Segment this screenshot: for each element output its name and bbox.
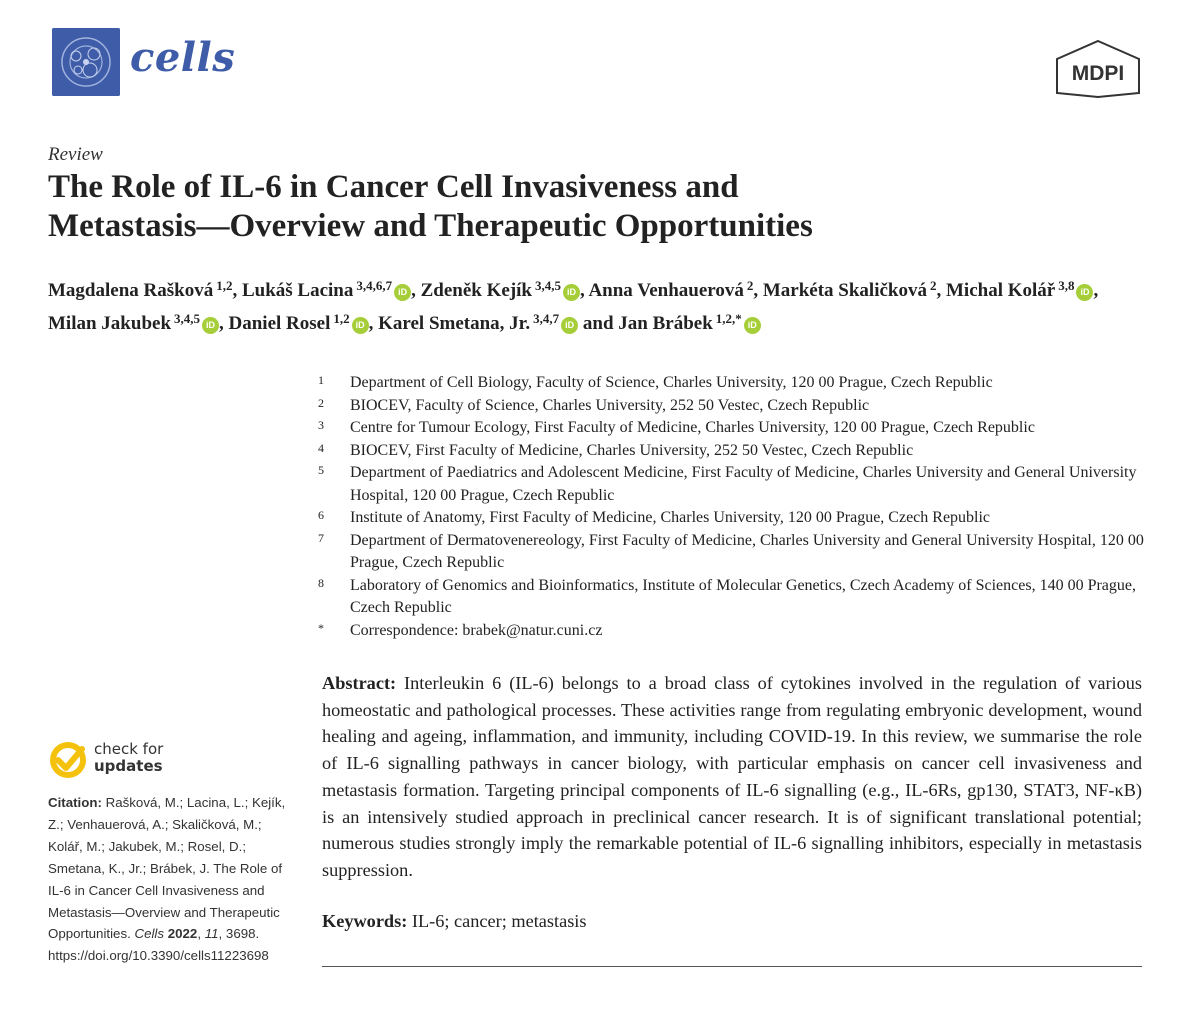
affiliation-text: Centre for Tumour Ecology, First Faculty of Medicine, Charles University, 120 00 Prague, Czech Republic xyxy=(350,419,1035,436)
author-name[interactable]: Markéta Skaličková xyxy=(762,280,927,301)
orcid-icon[interactable]: iD xyxy=(744,317,761,334)
orcid-icon[interactable]: iD xyxy=(202,317,219,334)
publisher-logo-icon xyxy=(1053,38,1143,100)
citation-pages: , 3698. xyxy=(218,926,260,942)
affiliation-text: BIOCEV, First Faculty of Medicine, Charles University, 252 50 Vestec, Czech Republic xyxy=(350,441,914,459)
citation-block: Citation: Rašková, M.; Lacina, L.; Kejík, Z.; Venhauerová, A.; Skaličková, M.; Kolář, M.; Jakubek, M.; Rosel, D.; Smetana, K., Jr.; Brábek, J. The Role of IL-6 in Cancer Cell Invasiveness and Metastasis—Overview and Therapeutic Opportunities. Cells 2022, 11, 3698. https://doi.org/10.3390/cells11223698 xyxy=(48,795,286,964)
affiliation-text: Laboratory of Genomics and Bioinformatics, Institute of Molecular Genetics, Czech Academy of Sciences, 140 00 Prague, Czech Republic xyxy=(350,576,1136,616)
citation-journal: Cells xyxy=(134,926,165,942)
author-name[interactable]: Zdeněk Kejík xyxy=(420,280,532,301)
author-affiliation-marker: 2 xyxy=(746,278,754,293)
author-name[interactable]: Milan Jakubek xyxy=(48,313,172,334)
affiliation-number: 8 xyxy=(318,575,324,590)
author-list xyxy=(48,272,1158,338)
affiliation-item xyxy=(318,417,1148,440)
author-affiliation-marker: 1,2 xyxy=(216,278,233,293)
author-name[interactable]: Anna Venhauerová xyxy=(588,280,744,301)
orcid-icon[interactable]: iD xyxy=(394,284,411,301)
orcid-icon[interactable]: iD xyxy=(352,317,369,334)
citation-year: 2022 xyxy=(167,926,198,942)
author-affiliation-marker: 3,8 xyxy=(1058,278,1075,293)
author-name[interactable]: Magdalena Rašková xyxy=(48,280,214,301)
affiliation-item xyxy=(318,507,1148,530)
author-separator: and xyxy=(578,313,614,334)
article-title-line: Metastasis—Overview and Therapeutic Opportunities xyxy=(48,208,813,244)
keywords-text: IL-6; cancer; metastasis xyxy=(411,911,587,931)
affiliation-item xyxy=(318,620,1148,643)
author-affiliation-marker: 3,4,6,7 xyxy=(356,278,393,293)
publisher-name: MDPI xyxy=(1071,62,1125,85)
affiliation-text: Department of Paediatrics and Adolescent Medicine, First Faculty of Medicine, Charles University and General University Hospital, 120 00 Prague, Czech Republic xyxy=(350,464,1137,504)
orcid-icon[interactable]: iD xyxy=(561,317,578,334)
author-affiliation-marker: 3,4,5 xyxy=(174,311,201,326)
orcid-icon[interactable]: iD xyxy=(563,284,580,301)
author-affiliation-marker: 2 xyxy=(930,278,937,293)
section-divider xyxy=(322,966,1142,967)
abstract-text: Interleukin 6 (IL-6) belongs to a broad class of cytokines involved in the regulation of various homeostatic and pathological processes. These activities range from regulating embryonic development, wound healing and ageing, inflammation, and immunity, including COVID-19. In this review, we summarise the role of IL-6 signalling pathways in cancer biology, with particular emphasis on cancer cell invasiveness and metastasis formation. Targeting principal components of IL-6 signalling (e.g., IL-6Rs, gp130, STAT3, NF-κB) is an intensively studied approach in preclinical cancer research. It is of significant translational potential; numerous studies strongly imply the remarkable potential of IL-6 signalling inhibitors, especially in metastasis suppression. xyxy=(322,673,1143,880)
author-affiliation-marker: 1,2 xyxy=(333,311,350,326)
affiliation-list xyxy=(318,372,1148,642)
author-name[interactable]: Lukáš Lacina xyxy=(241,280,354,301)
citation-volume: 11 xyxy=(204,926,219,942)
author-separator: , xyxy=(219,313,224,334)
keywords xyxy=(322,911,1142,932)
affiliation-text: Institute of Anatomy, First Faculty of Medicine, Charles University, 120 00 Prague, Czech Republic xyxy=(350,509,991,526)
author-affiliation-marker: 3,4,7 xyxy=(533,311,560,326)
author-name[interactable]: Karel Smetana, Jr. xyxy=(378,313,531,334)
affiliation-number: * xyxy=(318,620,324,635)
affiliation-text: Correspondence: brabek@natur.cuni.cz xyxy=(350,621,603,639)
citation-text: Rašková, M.; Lacina, L.; Kejík, Z.; Venhauerová, A.; Skaličková, M.; Kolář, M.; Jakubek, M.; Rosel, D.; Smetana, K., Jr.; Brábek, J. The Role of IL-6 in Cancer Cell Invasiveness and Metastasis—Overview and Therapeutic Opportunities. xyxy=(48,795,286,942)
affiliation-number: 4 xyxy=(318,440,324,455)
abstract xyxy=(322,670,1142,884)
article-title xyxy=(48,168,1148,246)
article-type: Review xyxy=(48,144,103,165)
affiliation-number: 5 xyxy=(318,463,324,477)
check-updates-line: check for xyxy=(94,740,164,758)
citation-label: Citation: xyxy=(48,795,102,810)
affiliation-text: BIOCEV, Faculty of Science, Charles University, 252 50 Vestec, Czech Republic xyxy=(350,396,870,414)
author-separator: , xyxy=(580,280,585,301)
check-updates-line: updates xyxy=(94,757,163,775)
keywords-label: Keywords: xyxy=(322,911,408,931)
affiliation-number: 6 xyxy=(318,508,324,522)
author-separator: , xyxy=(753,280,759,301)
abstract-label: Abstract: xyxy=(322,673,397,693)
author-affiliation-marker: 3,4,5 xyxy=(535,278,561,293)
affiliation-item xyxy=(318,440,1148,463)
affiliation-number: 1 xyxy=(318,373,324,387)
article-title-line: The Role of IL-6 in Cancer Cell Invasiveness and xyxy=(48,169,739,205)
author-separator: , xyxy=(232,280,238,301)
affiliation-item xyxy=(318,395,1148,418)
author-name[interactable]: Daniel Rosel xyxy=(228,313,331,334)
author-affiliation-marker: 1,2,* xyxy=(715,311,742,326)
affiliation-item xyxy=(318,530,1148,575)
affiliation-number: 3 xyxy=(318,418,324,432)
citation-doi-link[interactable]: https://doi.org/10.3390/cells11223698 xyxy=(48,948,269,964)
affiliation-text: Department of Dermatovenereology, First Faculty of Medicine, Charles University and General University Hospital, 120 00 Prague, Czech Republic xyxy=(350,531,1144,571)
affiliation-text: Department of Cell Biology, Faculty of Science, Charles University, 120 00 Prague, Czech Republic xyxy=(350,374,993,391)
affiliation-number: 2 xyxy=(318,395,324,410)
affiliation-number: 7 xyxy=(318,530,324,545)
check-updates-label[interactable] xyxy=(94,741,163,775)
author-name[interactable]: Jan Brábek xyxy=(618,313,713,334)
check-updates-icon xyxy=(48,740,88,780)
journal-name: cells xyxy=(130,34,236,81)
journal-logo-icon xyxy=(52,28,120,96)
affiliation-item xyxy=(318,372,1148,395)
author-separator: , xyxy=(411,280,416,301)
affiliation-item xyxy=(318,462,1148,507)
author-name[interactable]: Michal Kolář xyxy=(946,280,1056,301)
author-separator: , xyxy=(368,313,374,334)
affiliation-item xyxy=(318,575,1148,620)
orcid-icon[interactable]: iD xyxy=(1076,284,1093,301)
author-separator: , xyxy=(1093,280,1099,301)
author-separator: , xyxy=(936,280,942,301)
